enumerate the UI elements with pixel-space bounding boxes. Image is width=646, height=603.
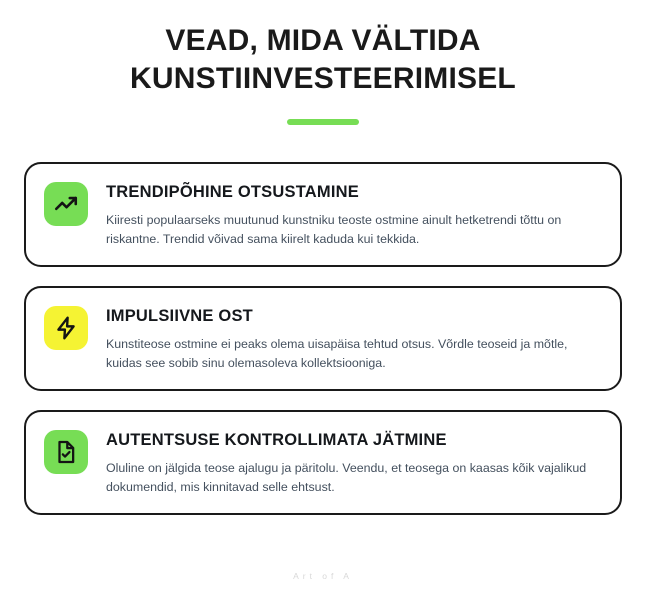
mistake-card-text: Oluline on jälgida teose ajalugu ja päritolu. Veendu, et teosega on kaasas kõik vajalikud dokumendid, mis kinnitavad selle ehtsust. <box>106 461 587 495</box>
page-title-line-1: VEAD, MIDA VÄLTIDA <box>165 24 481 57</box>
slide-header <box>0 0 646 125</box>
page-title-line-2: KUNSTIINVESTEERIMISEL <box>130 62 516 96</box>
mistake-card-list <box>0 162 646 516</box>
footer-brand-text: Art of A <box>293 571 353 581</box>
title-accent-divider <box>287 119 359 125</box>
mistake-card-body <box>88 304 602 373</box>
document-check-icon-tile <box>44 430 88 474</box>
mistake-card-title: TRENDIPÕHINE OTSUSTAMINE <box>106 182 359 201</box>
trending-up-icon <box>53 191 79 217</box>
lightning-bolt-icon-tile <box>44 306 88 350</box>
page-title <box>53 22 593 99</box>
lightning-bolt-icon <box>53 315 79 341</box>
mistake-card-body <box>88 428 602 497</box>
trending-up-icon-tile <box>44 182 88 226</box>
mistake-card-text: Kiiresti populaarseks muutunud kunstniku teoste ostmine ainult hetketrendi tõttu on riskantne. Trendid võivad sama kiirelt kaduda kui tekkida. <box>106 212 562 246</box>
mistake-card <box>24 286 622 391</box>
document-check-icon <box>53 439 79 465</box>
mistake-card-text: Kunstiteose ostmine ei peaks olema uisapäisa tehtud otsus. Võrdle teoseid ja mõtle, kuidas see sobib sinu olemasoleva kollektsiooniga. <box>106 336 568 371</box>
footer <box>0 566 646 584</box>
mistake-card-title: AUTENTSUSE KONTROLLIMATA JÄTMINE <box>106 431 447 450</box>
mistake-card <box>24 410 622 515</box>
mistake-card-title: IMPULSIIVNE OST <box>106 307 253 326</box>
mistake-card <box>24 162 622 267</box>
mistake-card-body <box>88 180 602 249</box>
